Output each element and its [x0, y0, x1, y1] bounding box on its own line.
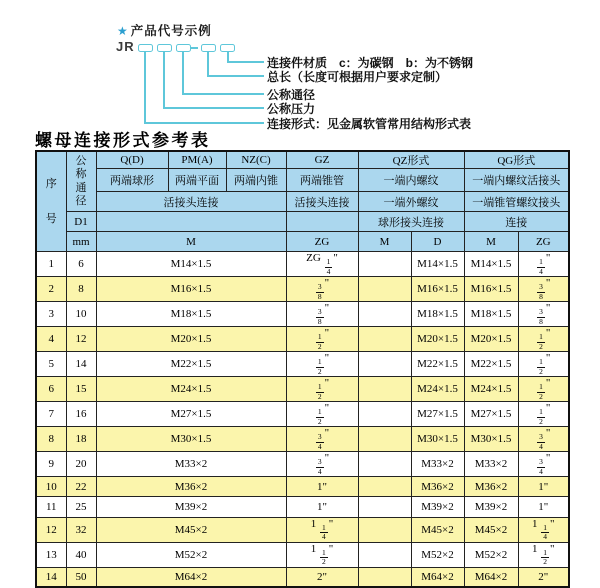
table-cell: $\frac{3}{4}$ ": [286, 452, 358, 477]
table-cell: $\frac{3}{4}$ ": [518, 427, 569, 452]
table-cell: 6: [36, 377, 66, 402]
table-cell: 32: [66, 517, 96, 542]
table-cell: M16×1.5: [464, 277, 518, 302]
table-cell: 22: [66, 477, 96, 497]
diagram-label-material: 连接件材质 c：为碳钢 b：为不锈钢: [267, 56, 474, 70]
table-cell: [358, 402, 411, 427]
table-cell: 1": [518, 497, 569, 517]
table-cell: 14: [36, 567, 66, 587]
table-cell: M18×1.5: [96, 302, 286, 327]
table-cell: [358, 497, 411, 517]
table-cell: 18: [66, 427, 96, 452]
table-cell: [358, 517, 411, 542]
table-cell: M14×1.5: [411, 252, 464, 277]
table-cell: M27×1.5: [411, 402, 464, 427]
stacked-fraction: $\frac{1}{2}$: [539, 357, 543, 376]
table-row: [36, 402, 569, 427]
table-cell: 1 $\frac{1}{2}$ ": [518, 542, 569, 567]
table-cell: M45×2: [411, 517, 464, 542]
table-cell: M27×1.5: [464, 402, 518, 427]
header-nominal-diameter: 公 称 通 径: [66, 151, 96, 212]
header-type-desc: 活接头连接: [96, 192, 286, 212]
table-header: [36, 151, 569, 252]
leader-line: [207, 52, 209, 75]
stacked-fraction: $\frac{1}{2}$: [322, 547, 326, 567]
table-cell: M24×1.5: [96, 377, 286, 402]
table-cell: [358, 477, 411, 497]
table-cell: $\frac{1}{2}$ ": [518, 402, 569, 427]
table-cell: $\frac{1}{2}$ ": [286, 327, 358, 352]
table-row: [36, 377, 569, 402]
stacked-fraction: $\frac{1}{2}$: [539, 382, 543, 401]
table-row: [36, 497, 569, 517]
star-icon: ★: [117, 24, 129, 38]
stacked-fraction: $\frac{3}{8}$: [317, 282, 322, 301]
table-cell: 50: [66, 567, 96, 587]
table-cell: M22×1.5: [96, 352, 286, 377]
table-cell: M18×1.5: [464, 302, 518, 327]
header-thread: M: [96, 232, 286, 252]
table-cell: [358, 252, 411, 277]
table-cell: 1 $\frac{1}{2}$ ": [286, 542, 358, 567]
table-cell: M20×1.5: [464, 327, 518, 352]
table-cell: 7: [36, 402, 66, 427]
header-type-code: QZ形式: [358, 151, 464, 169]
nut-connection-table: [35, 150, 570, 588]
table-cell: 6: [66, 252, 96, 277]
code-box-1: [138, 44, 153, 52]
table-cell: 2": [518, 567, 569, 587]
table-cell: M39×2: [96, 497, 286, 517]
stacked-fraction: $\frac{3}{8}$: [539, 282, 543, 301]
table-cell: 10: [66, 302, 96, 327]
table-cell: 13: [36, 542, 66, 567]
stacked-fraction: $\frac{1}{2}$: [317, 357, 322, 376]
table-cell: 1": [286, 477, 358, 497]
header-thread: M: [464, 232, 518, 252]
table-cell: M52×2: [96, 542, 286, 567]
table-cell: M39×2: [411, 497, 464, 517]
leader-line: [227, 61, 264, 63]
table-cell: 11: [36, 497, 66, 517]
table-cell: M30×1.5: [464, 427, 518, 452]
leader-line: [144, 52, 146, 122]
table-cell: M30×1.5: [96, 427, 286, 452]
code-box-2: [157, 44, 172, 52]
table-row: [36, 252, 569, 277]
header-type-desc: 一端锥管螺纹接头: [464, 192, 569, 212]
stacked-fraction: $\frac{1}{2}$: [543, 547, 548, 567]
header-type-desc: 连接: [464, 212, 569, 232]
stacked-fraction: $\frac{1}{4}$: [322, 522, 326, 542]
leader-line: [182, 93, 264, 95]
table-cell: 9: [36, 452, 66, 477]
table-cell: 4: [36, 327, 66, 352]
table-cell: M52×2: [464, 542, 518, 567]
table-cell: M36×2: [96, 477, 286, 497]
table-cell: $\frac{3}{4}$ ": [518, 452, 569, 477]
header-thread: D: [411, 232, 464, 252]
table-cell: 1 $\frac{1}{4}$ ": [286, 517, 358, 542]
code-box-3: [176, 44, 191, 52]
header-thread: ZG: [518, 232, 569, 252]
table-cell: 10: [36, 477, 66, 497]
table-cell: 25: [66, 497, 96, 517]
table-cell: [358, 327, 411, 352]
header-empty-cell: [286, 212, 358, 232]
table-row: [36, 517, 569, 542]
header-type-code: GZ: [286, 151, 358, 169]
stacked-fraction: $\frac{1}{2}$: [539, 332, 543, 351]
table-cell: 12: [36, 517, 66, 542]
diagram-label-diameter: 公称通径: [267, 88, 316, 102]
stacked-fraction: $\frac{3}{4}$: [539, 432, 543, 451]
table-cell: $\frac{3}{8}$ ": [518, 302, 569, 327]
table-cell: [358, 302, 411, 327]
stacked-fraction: $\frac{3}{4}$: [317, 432, 322, 451]
leader-line: [163, 52, 165, 107]
header-type-desc: 一端内螺纹活接头: [464, 169, 569, 192]
header-type-code: NZ(C): [226, 151, 286, 169]
code-box-4: [201, 44, 216, 52]
header-type-desc: 两端球形: [96, 169, 168, 192]
table-cell: [358, 542, 411, 567]
table-cell: M18×1.5: [411, 302, 464, 327]
table-cell: 1": [286, 497, 358, 517]
table-cell: 2": [286, 567, 358, 587]
table-cell: 12: [66, 327, 96, 352]
table-cell: 16: [66, 402, 96, 427]
table-cell: [358, 567, 411, 587]
table-cell: M22×1.5: [411, 352, 464, 377]
table-cell: 1: [36, 252, 66, 277]
leader-line: [144, 122, 264, 124]
leader-line: [182, 52, 184, 93]
stacked-fraction: $\frac{3}{4}$: [539, 457, 543, 476]
table-cell: M30×1.5: [411, 427, 464, 452]
header-type-desc: 活接头连接: [286, 192, 358, 212]
code-dash: [191, 47, 198, 49]
table-cell: M20×1.5: [411, 327, 464, 352]
table-cell: M24×1.5: [411, 377, 464, 402]
stacked-fraction: $\frac{3}{4}$: [317, 457, 322, 476]
table-cell: [358, 352, 411, 377]
table-cell: [358, 277, 411, 302]
code-box-5: [220, 44, 235, 52]
table-cell: M33×2: [96, 452, 286, 477]
table-cell: M14×1.5: [464, 252, 518, 277]
stacked-fraction: $\frac{1}{4}$: [326, 257, 331, 276]
diagram-label-connection: 连接形式：见金属软管常用结构形式表: [267, 117, 472, 131]
table-cell: M64×2: [411, 567, 464, 587]
table-cell: 8: [36, 427, 66, 452]
header-d1: D1: [66, 212, 96, 232]
table-row: [36, 452, 569, 477]
header-seq: 序 号: [36, 151, 66, 252]
table-cell: 15: [66, 377, 96, 402]
table-cell: 20: [66, 452, 96, 477]
table-cell: $\frac{1}{4}$ ": [518, 252, 569, 277]
table-cell: 14: [66, 352, 96, 377]
header-type-desc: 两端平面: [168, 169, 226, 192]
table-cell: M36×2: [464, 477, 518, 497]
header-mm: mm: [66, 232, 96, 252]
table-cell: $\frac{1}{2}$ ": [286, 402, 358, 427]
diagram-label-length: 总长（长度可根据用户要求定制）: [267, 70, 448, 84]
table-cell: M16×1.5: [96, 277, 286, 302]
product-code-prefix: JR: [116, 39, 135, 54]
table-cell: M64×2: [464, 567, 518, 587]
table-cell: [358, 377, 411, 402]
table-cell: 2: [36, 277, 66, 302]
stacked-fraction: $\frac{1}{2}$: [317, 382, 322, 401]
table-cell: M27×1.5: [96, 402, 286, 427]
diagram-title-text: 产品代号示例: [130, 24, 212, 38]
table-row: [36, 477, 569, 497]
header-type-code: Q(D): [96, 151, 168, 169]
table-row: [36, 302, 569, 327]
header-empty-cell: [96, 212, 286, 232]
table-cell: [358, 427, 411, 452]
table-cell: M16×1.5: [411, 277, 464, 302]
table-row: [36, 277, 569, 302]
header-type-code: QG形式: [464, 151, 569, 169]
table-cell: $\frac{3}{4}$ ": [286, 427, 358, 452]
table-cell: 1 $\frac{1}{4}$ ": [518, 517, 569, 542]
table-title: 螺母连接形式参考表: [35, 131, 211, 151]
header-type-code: PM(A): [168, 151, 226, 169]
table-cell: M45×2: [96, 517, 286, 542]
table-cell: M24×1.5: [464, 377, 518, 402]
table-cell: $\frac{3}{8}$ ": [518, 277, 569, 302]
leader-line: [163, 107, 264, 109]
table-body: [36, 252, 569, 588]
leader-line: [207, 75, 264, 77]
table-cell: M20×1.5: [96, 327, 286, 352]
stacked-fraction: $\frac{1}{4}$: [539, 257, 543, 276]
stacked-fraction: $\frac{1}{2}$: [317, 332, 322, 351]
table-cell: 8: [66, 277, 96, 302]
table-cell: M22×1.5: [464, 352, 518, 377]
table-cell: $\frac{1}{2}$ ": [518, 377, 569, 402]
table-cell: M33×2: [464, 452, 518, 477]
stacked-fraction: $\frac{1}{4}$: [543, 522, 548, 542]
header-type-desc: 一端内螺纹: [358, 169, 464, 192]
table-cell: $\frac{1}{2}$ ": [286, 377, 358, 402]
table-cell: $\frac{3}{8}$ ": [286, 277, 358, 302]
header-type-desc: 球形接头连接: [358, 212, 464, 232]
table-row: [36, 427, 569, 452]
table-cell: M33×2: [411, 452, 464, 477]
stacked-fraction: $\frac{1}{2}$: [317, 407, 322, 426]
header-type-desc: 两端锥管: [286, 169, 358, 192]
table-cell: M36×2: [411, 477, 464, 497]
table-cell: 3: [36, 302, 66, 327]
header-type-desc: 两端内锥: [226, 169, 286, 192]
stacked-fraction: $\frac{3}{8}$: [317, 307, 322, 326]
header-thread: M: [358, 232, 411, 252]
table-cell: 5: [36, 352, 66, 377]
table-cell: 40: [66, 542, 96, 567]
table-row: [36, 352, 569, 377]
table-cell: ZG $\frac{1}{4}$ ": [286, 252, 358, 277]
table-cell: M45×2: [464, 517, 518, 542]
table-row: [36, 567, 569, 587]
table-cell: 1": [518, 477, 569, 497]
table-cell: $\frac{1}{2}$ ": [518, 352, 569, 377]
table-row: [36, 327, 569, 352]
header-type-desc: 一端外螺纹: [358, 192, 464, 212]
diagram-title: [117, 21, 212, 39]
leader-line: [227, 52, 229, 61]
table-cell: M64×2: [96, 567, 286, 587]
table-row: [36, 542, 569, 567]
diagram-label-pressure: 公称压力: [267, 102, 316, 116]
stacked-fraction: $\frac{1}{2}$: [539, 407, 543, 426]
table-cell: [358, 452, 411, 477]
table-cell: $\frac{3}{8}$ ": [286, 302, 358, 327]
stacked-fraction: $\frac{3}{8}$: [539, 307, 543, 326]
table-cell: $\frac{1}{2}$ ": [518, 327, 569, 352]
table-cell: M39×2: [464, 497, 518, 517]
table-cell: M14×1.5: [96, 252, 286, 277]
table-cell: $\frac{1}{2}$ ": [286, 352, 358, 377]
header-thread: ZG: [286, 232, 358, 252]
table-cell: M52×2: [411, 542, 464, 567]
